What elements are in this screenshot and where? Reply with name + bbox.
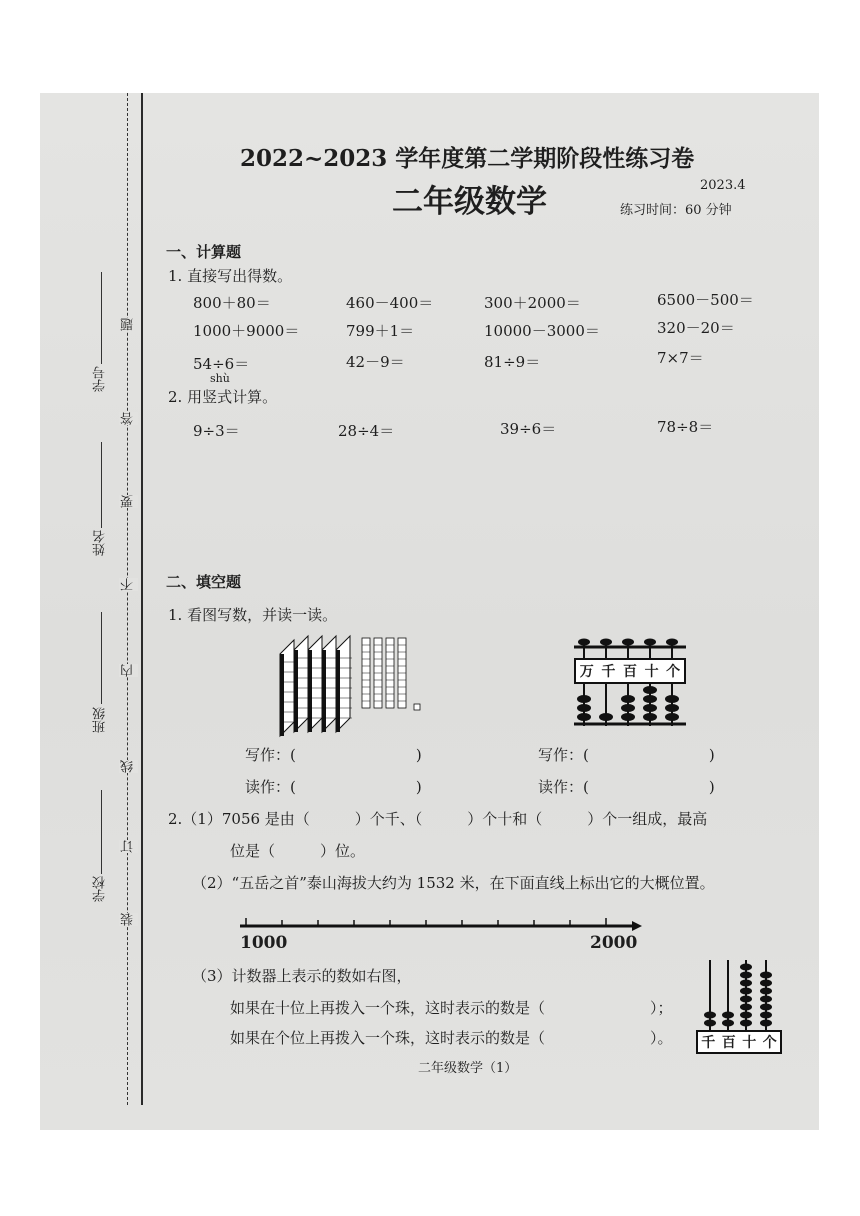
field-student-id: 学号 [93,366,108,392]
field-student-id-line [101,272,102,364]
place-label: 个 [762,1035,777,1051]
section1-heading: 一、计算题 [166,243,242,261]
thousand-cube-icon [294,636,308,732]
binding-dashed-line [127,93,128,1105]
s1-q1-label: 1. 直接写出得数。 [168,267,293,285]
thousand-cube-icon [280,640,294,736]
page-footer: 二年级数学（1） [418,1061,518,1076]
field-name: 姓名 [93,530,108,556]
seal-char: 答 [121,412,136,425]
exam-date: 2023.4 [700,178,746,193]
field-class: 班级 [93,707,108,733]
abacus-place-labels [574,658,686,684]
seal-char: 装 [121,913,136,926]
place-label: 十 [644,664,659,680]
binding-solid-line [141,93,143,1105]
place-label: 个 [666,664,681,680]
vertical-calc-item: 78÷8＝ [657,418,714,436]
s1-q2-label: 2. 用竖式计算。 [168,388,278,406]
ten-rod-icon [374,638,382,708]
place-label: 千 [701,1035,716,1051]
calc-item: 460－400＝ [346,294,434,312]
vertical-calc-item: 39÷6＝ [500,420,557,438]
place-label: 万 [579,664,594,680]
pinyin-annotation: shù [210,372,230,385]
number-line[interactable] [236,912,646,934]
seal-char: 订 [121,840,136,853]
s2-q2-part1: 2.（1）7056 是由（ ）个千、（ ）个十和（ ）个一组成，最高 [168,810,708,828]
base-ten-blocks-figure [272,632,432,742]
calc-item: 800＋80＝ [193,294,271,312]
thousand-cube-icon [308,636,322,732]
calc-item: 54÷6＝ [193,355,250,373]
s2-q2-part3-ones: 如果在个位上再拨入一个珠，这时表示的数是（ ）。 [230,1029,673,1047]
calc-item: 10000－3000＝ [484,322,600,340]
place-label: 十 [742,1035,757,1051]
axis-start-label: 1000 [240,933,288,953]
calc-item: 320－20＝ [657,319,735,337]
calc-item: 6500－500＝ [657,291,754,309]
s2-q2-part3-tens: 如果在十位上再拨入一个珠，这时表示的数是（ ）； [230,999,673,1017]
write-number-right[interactable]: 写作：( ) [538,746,715,764]
calc-item: 799＋1＝ [346,322,415,340]
field-class-line [101,612,102,704]
calc-item: 81÷9＝ [484,353,541,371]
exam-subtitle: 二年级数学 [392,184,547,220]
ten-rod-icon [398,638,406,708]
counter-figure [696,956,782,1054]
vertical-calc-item: 28÷4＝ [338,422,395,440]
s2-q2-part2: （2）“五岳之首”泰山海拔大约为 1532 米，在下面直线上标出它的大概位置。 [192,874,715,892]
calc-item: 300＋2000＝ [484,294,581,312]
seal-char: 要 [121,495,136,508]
calc-item: 7×7＝ [657,349,704,367]
place-label: 百 [622,664,637,680]
ten-rod-icon [362,638,370,708]
counter-place-labels [696,1030,782,1054]
place-label: 百 [721,1035,736,1051]
field-school-line [101,790,102,874]
place-label: 千 [601,664,616,680]
seal-char: 线 [121,760,136,773]
calc-item: 42－9＝ [346,353,405,371]
vertical-calc-item: 9÷3＝ [193,422,240,440]
thousand-cube-icon [336,636,350,732]
field-name-line [101,442,102,528]
field-school: 学校 [93,876,108,902]
s2-q2-part3: （3）计数器上表示的数如右图， [192,967,412,985]
thousand-cube-icon [322,636,336,732]
abacus-figure [572,636,688,728]
exam-title: 2022~2023 学年度第二学期阶段性练习卷 [240,145,695,172]
s2-q1-label: 1. 看图写数，并读一读。 [168,606,338,624]
seal-char: 不 [121,578,136,591]
seal-char: 内 [121,664,136,677]
read-number-left[interactable]: 读作：( ) [245,778,422,796]
write-number-left[interactable]: 写作：( ) [245,746,422,764]
calc-item: 1000＋9000＝ [193,322,300,340]
axis-end-label: 2000 [590,933,638,953]
time-limit: 练习时间：60 分钟 [620,203,732,218]
read-number-right[interactable]: 读作：( ) [538,778,715,796]
unit-cube-icon [414,704,420,710]
section2-heading: 二、填空题 [166,573,242,591]
seal-char: 题 [121,318,136,331]
s2-q2-part1-cont: 位是（ ）位。 [230,842,366,860]
ten-rod-icon [386,638,394,708]
